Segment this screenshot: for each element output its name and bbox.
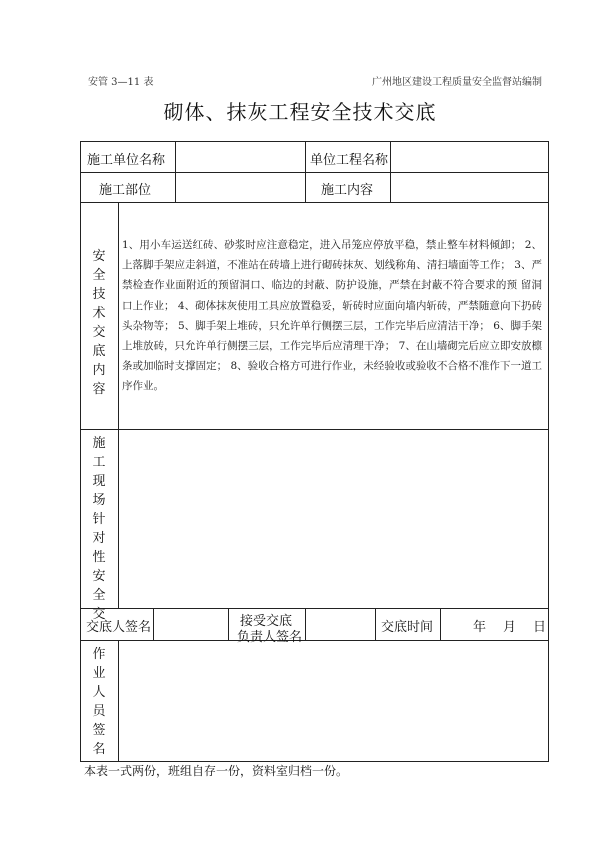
disclosure-time-label: 交底时间 — [381, 620, 434, 635]
department-label: 施工部位 — [99, 183, 152, 198]
safety-label-char: 内 — [92, 363, 106, 378]
receiver-label-line2: 负责人签名 — [237, 630, 303, 645]
workers-label-char: 作 — [92, 647, 106, 662]
presenter-signature-label: 交底人签名 — [86, 620, 152, 635]
row-line-4 — [80, 608, 549, 609]
site-label-char: 全 — [92, 588, 106, 603]
row-line-3 — [80, 429, 549, 430]
work-content-label: 施工内容 — [321, 183, 374, 198]
site-specific-label — [91, 434, 107, 624]
border-top — [80, 141, 549, 142]
sig-line-b — [228, 608, 229, 640]
construction-unit-field[interactable] — [180, 149, 300, 167]
site-label-char: 现 — [92, 474, 106, 489]
page-title: 砌体、抹灰工程安全技术交底 — [163, 100, 437, 124]
date-day[interactable]: 日 — [533, 620, 547, 635]
safety-label-char: 技 — [92, 287, 106, 302]
site-label-char: 交 — [92, 607, 106, 622]
workers-label-char: 名 — [92, 742, 106, 757]
sig-line-c — [305, 608, 306, 640]
site-label-char: 场 — [92, 493, 106, 508]
border-left — [80, 141, 81, 762]
safety-label-char: 交 — [92, 325, 106, 340]
row-line-5 — [80, 640, 549, 641]
construction-unit-label: 施工单位名称 — [87, 153, 166, 168]
safety-label-char: 全 — [92, 268, 106, 283]
site-label-char: 安 — [92, 569, 106, 584]
site-specific-content[interactable] — [122, 435, 542, 603]
safety-label-char: 安 — [92, 249, 106, 264]
disclosure-form — [80, 141, 549, 762]
safety-disclosure-content: 1、用小车运送红砖、砂浆时应注意稳定，进入吊笼应停放平稳，禁止整车材料倾卸； 2、上落脚手架应走斜道，不准站在砖墙上进行砌砖抹灰、划线称角、清扫墙面等工作； 3、严禁检查作业面附近的预留洞口、临边的封蔽、防护设施，严禁在封蔽不符合要求的预 留洞口上作业； 4、砌体抹灰使用工具应放置稳妥，斩砖时应面向墙内斩砖，严禁随意向下扔砖头杂物等； 5、脚手架上堆砖，只允许单行侧摆三层，工作完毕后应清洁干净； 6、脚手架上堆放砖，只允许单行侧摆三层，工作完毕后应清理干净； 7、在山墙砌完后应立即安放檩条或加临时支撑固定； 8、验收合格方可进行作业，未经验收或验收不合格不准作下一道工序作业。 — [122, 239, 542, 393]
site-label-char: 对 — [92, 531, 106, 546]
safety-label-char: 底 — [92, 344, 106, 359]
label-col-line-2 — [118, 640, 119, 761]
workers-signature-label — [91, 645, 107, 759]
workers-label-char: 签 — [92, 723, 106, 738]
col-line-c — [390, 141, 391, 202]
workers-label-char: 员 — [92, 704, 106, 719]
row-line-1 — [80, 172, 549, 173]
receiver-signature-field[interactable] — [309, 613, 371, 635]
date-month[interactable]: 月 — [503, 620, 517, 635]
sig-line-d — [375, 608, 376, 640]
row-line-2 — [80, 202, 549, 203]
presenter-signature-field[interactable] — [157, 613, 223, 635]
site-label-char: 针 — [92, 512, 106, 527]
project-name-field[interactable] — [395, 149, 543, 167]
sig-line-a — [153, 608, 154, 640]
col-line-b — [305, 141, 306, 202]
issuer-text: 广州地区建设工程质量安全监督站编制 — [372, 77, 542, 88]
safety-disclosure-label — [91, 247, 107, 399]
workers-label-char: 人 — [92, 685, 106, 700]
safety-label-char: 术 — [92, 306, 106, 321]
work-content-field[interactable] — [395, 179, 543, 197]
footnote: 本表一式两份，班组自存一份，资料室归档一份。 — [84, 764, 349, 778]
project-name-label: 单位工程名称 — [310, 153, 389, 168]
label-col-line-1 — [118, 202, 119, 608]
site-label-char: 施 — [92, 436, 106, 451]
form-code: 安管 3—11 表 — [88, 77, 154, 88]
workers-label-char: 业 — [92, 666, 106, 681]
date-year[interactable]: 年 — [473, 620, 487, 635]
site-label-char: 工 — [92, 455, 106, 470]
site-label-char: 性 — [92, 550, 106, 565]
department-field[interactable] — [180, 179, 300, 197]
safety-label-char: 容 — [92, 382, 106, 397]
col-line-a — [175, 141, 176, 202]
border-right — [548, 141, 549, 762]
workers-signature-field[interactable] — [122, 645, 542, 755]
sig-line-e — [440, 608, 441, 640]
receiver-label-line1: 接受交底 — [240, 614, 293, 629]
